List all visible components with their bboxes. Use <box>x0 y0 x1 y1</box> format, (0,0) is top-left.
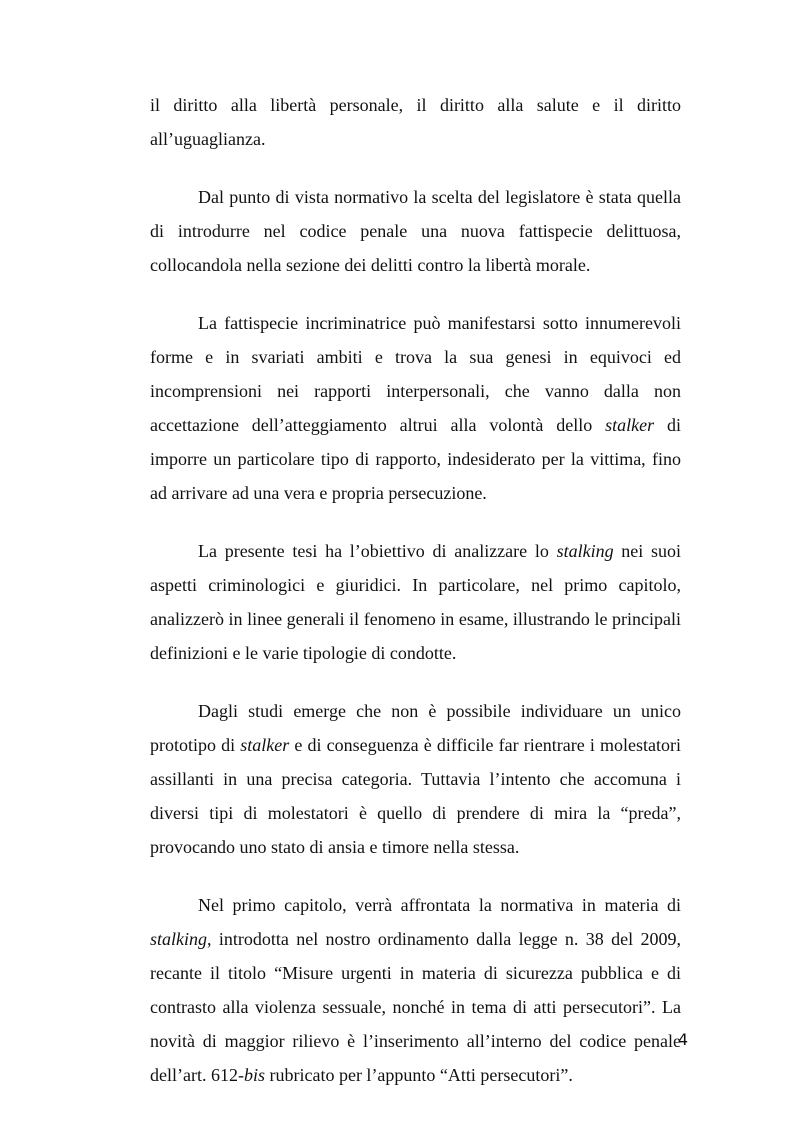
italic-term: stalking <box>150 929 207 949</box>
paragraph-text: Dal punto di vista normativo la scelta del legislatore è stata quella di introdurre nel codice penale una nuova fattispecie delittuosa, collocandola nella sezione dei delitti contro la libertà morale. <box>150 187 681 275</box>
italic-term: stalker <box>240 735 290 755</box>
paragraph <box>150 88 681 156</box>
paragraph-text: nei suoi aspetti criminologici e giuridici. In particolare, nel primo capitolo, analizzerò in linee generali il fenomeno in esame, illustrando le principali definizioni e le varie tipologie di condotte. <box>150 541 682 663</box>
paragraph-text: di imporre un particolare tipo di rapporto, indesiderato per la vittima, fino ad arrivare ad una vera e propria persecuzione. <box>150 415 681 503</box>
paragraph-text: e di conseguenza è difficile far rientrare i molestatori assillanti in una precisa categoria. Tuttavia l’intento che accomuna i diversi tipi di molestatori è quello di prendere di mira la “preda”, provocando uno stato di ansia e timore nella stessa. <box>150 735 681 857</box>
paragraph-text: La presente tesi ha l’obiettivo di analizzare lo <box>198 541 557 561</box>
page-number: 4 <box>677 1030 688 1049</box>
italic-term: stalker <box>605 415 655 435</box>
paragraph <box>150 306 681 510</box>
paragraph-text: Nel primo capitolo, verrà affrontata la normativa in materia di <box>198 895 681 915</box>
document-body <box>150 88 681 1092</box>
paragraph <box>150 180 681 282</box>
paragraph-text: il diritto alla libertà personale, il diritto alla salute e il diritto all’uguaglianza. <box>150 95 681 149</box>
paragraph <box>150 888 681 1092</box>
paragraph-text: , introdotta nel nostro ordinamento dalla legge n. 38 del 2009, recante il titolo “Misure urgenti in materia di sicurezza pubblica e di contrasto alla violenza sessuale, nonché in tema di atti persecutori”. La novità di maggior rilievo è l’inserimento all’interno del codice penale dell’art. 612- <box>150 929 681 1085</box>
paragraph-text: La fattispecie incriminatrice può manifestarsi sotto innumerevoli forme e in svariati ambiti e trova la sua genesi in equivoci ed incomprensioni nei rapporti interpersonali, che vanno dalla non accettazione dell’atteggiamento altrui alla volontà dello <box>150 313 681 435</box>
paragraph <box>150 534 681 670</box>
paragraph <box>150 694 681 864</box>
paragraph-text: rubricato per l’appunto “Atti persecutori”. <box>264 1065 573 1085</box>
italic-term: stalking <box>556 541 614 561</box>
italic-term: bis <box>243 1065 265 1085</box>
paragraph-text: Dagli studi emerge che non è possibile individuare un unico prototipo di <box>150 701 681 755</box>
